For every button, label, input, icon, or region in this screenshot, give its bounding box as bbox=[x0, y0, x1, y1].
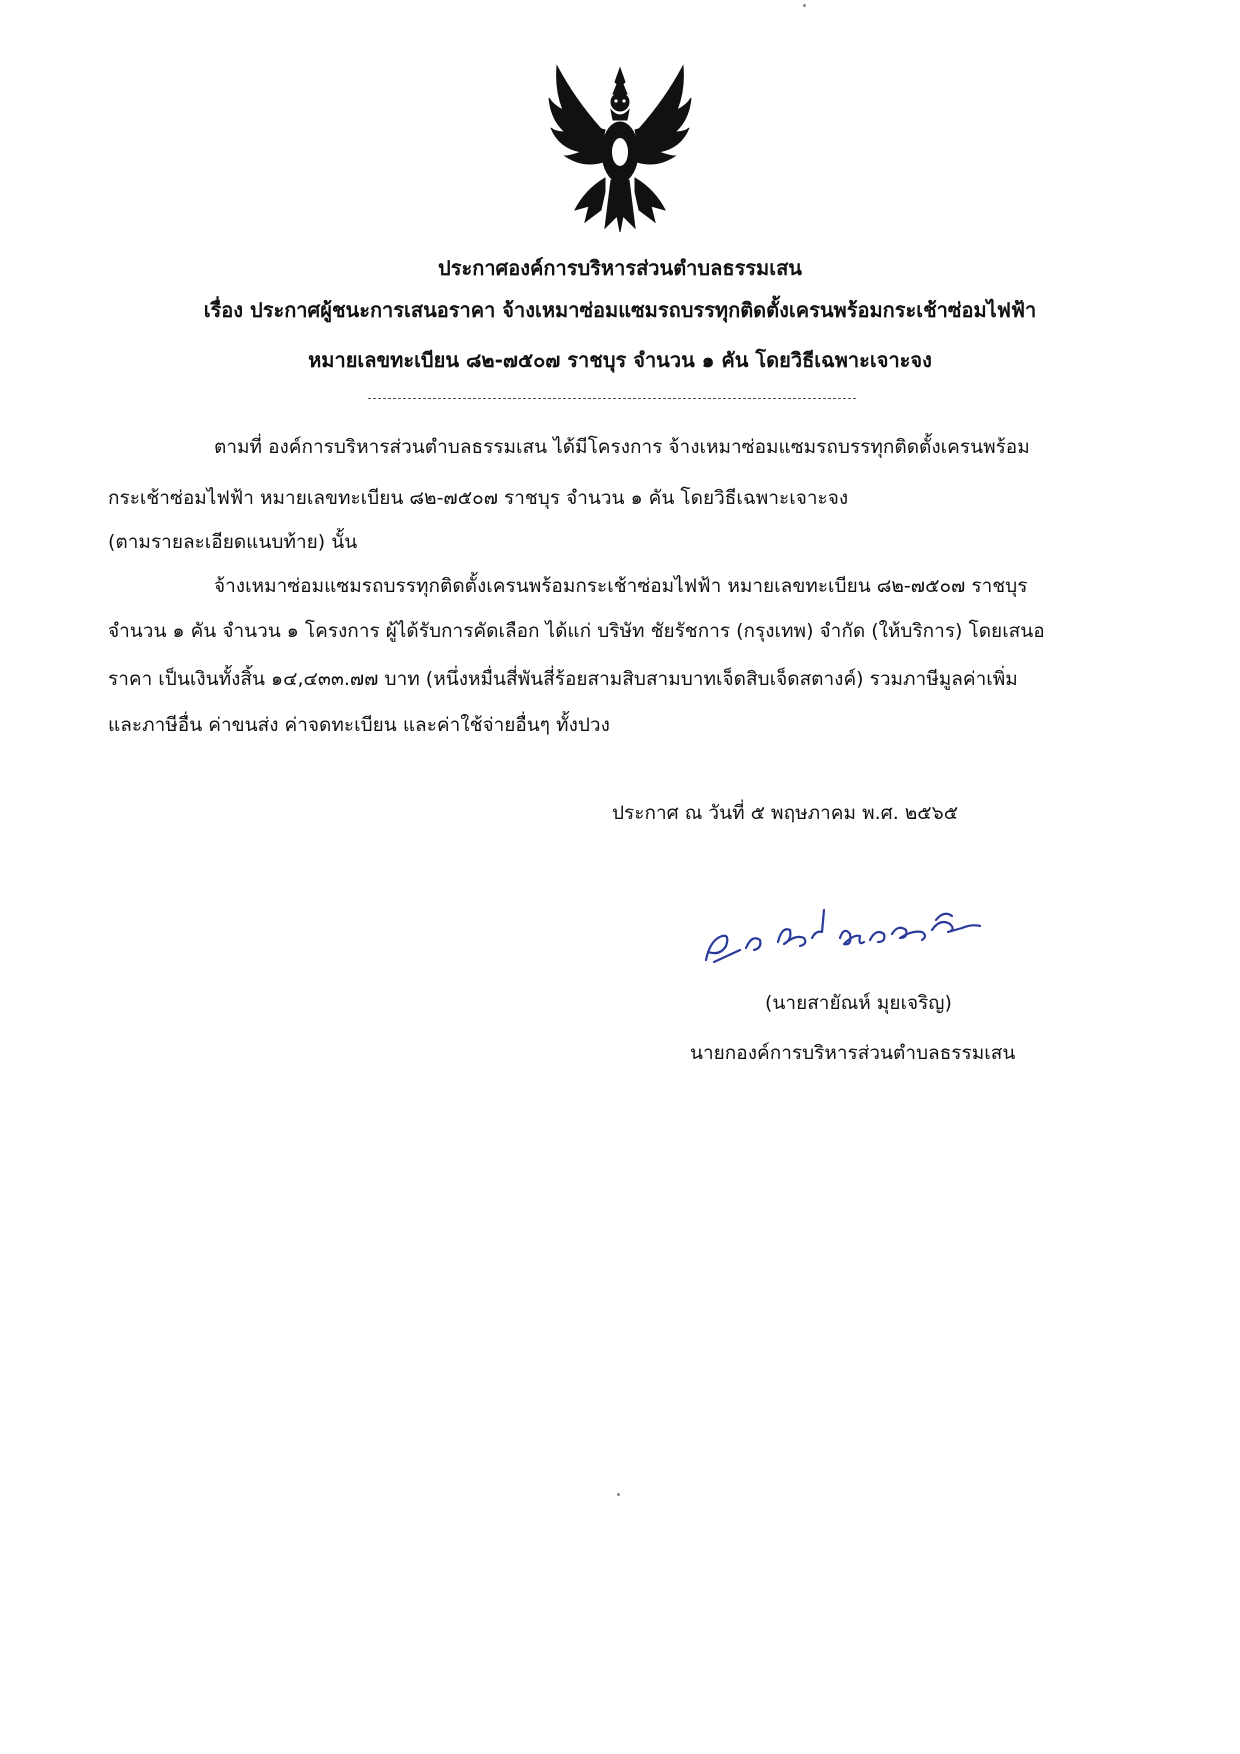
paragraph-2-line-4: และภาษีอื่น ค่าขนส่ง ค่าจดทะเบียน และค่าใช้จ่ายอื่นๆ ทั้งปวง bbox=[108, 714, 610, 736]
scan-speck bbox=[803, 4, 806, 7]
signer-title: นายกองค์การบริหารส่วนตำบลธรรมเสน bbox=[690, 1042, 1016, 1064]
announcement-date: ประกาศ ณ วันที่ ๕ พฤษภาคม พ.ศ. ๒๕๖๕ bbox=[612, 802, 959, 824]
header-divider bbox=[368, 398, 856, 399]
paragraph-2-line-1: จ้างเหมาซ่อมแซมรถบรรทุกติดตั้งเครนพร้อมกระเช้าซ่อมไฟฟ้า หมายเลขทะเบียน ๘๒-๗๕๐๗ ราชบุร bbox=[214, 575, 1028, 597]
paragraph-2-line-3: ราคา เป็นเงินทั้งสิ้น ๑๔,๔๓๓.๗๗ บาท (หนึ่งหมื่นสี่พันสี่ร้อยสามสิบสามบาทเจ็ดสิบเจ็ดสตางค์) รวมภาษีมูลค่าเพิ่ม bbox=[108, 668, 1018, 690]
signer-name: (นายสายัณห์ มุยเจริญ) bbox=[765, 992, 952, 1014]
paragraph-1-line-2: กระเช้าซ่อมไฟฟ้า หมายเลขทะเบียน ๘๒-๗๕๐๗ ราชบุร จำนวน ๑ คัน โดยวิธีเฉพาะเจาะจง bbox=[108, 487, 849, 509]
paragraph-1-line-3: (ตามรายละเอียดแนบท้าย) นั้น bbox=[108, 531, 358, 553]
garuda-emblem-icon bbox=[545, 60, 695, 240]
paragraph-2-line-2: จำนวน ๑ คัน จำนวน ๑ โครงการ ผู้ได้รับการคัดเลือก ได้แก่ บริษัท ชัยรัชการ (กรุงเทพ) จำกัด (ให้บริการ) โดยเสนอ bbox=[108, 620, 1045, 642]
handwritten-signature-icon bbox=[700, 890, 990, 970]
scan-speck bbox=[617, 1493, 620, 1496]
announcement-subject: เรื่อง ประกาศผู้ชนะการเสนอราคา จ้างเหมาซ่อมแซมรถบรรทุกติดตั้งเครนพร้อมกระเช้าซ่อมไฟฟ้า bbox=[203, 298, 1037, 322]
announcement-title: ประกาศองค์การบริหารส่วนตำบลธรรมเสน bbox=[438, 256, 802, 280]
announcement-subject-continued: หมายเลขทะเบียน ๘๒-๗๕๐๗ ราชบุร จำนวน ๑ คัน โดยวิธีเฉพาะเจาะจง bbox=[308, 348, 932, 372]
paragraph-1-line-1: ตามที่ องค์การบริหารส่วนตำบลธรรมเสน ได้มีโครงการ จ้างเหมาซ่อมแซมรถบรรทุกติดตั้งเครนพร้อม bbox=[214, 436, 1030, 458]
